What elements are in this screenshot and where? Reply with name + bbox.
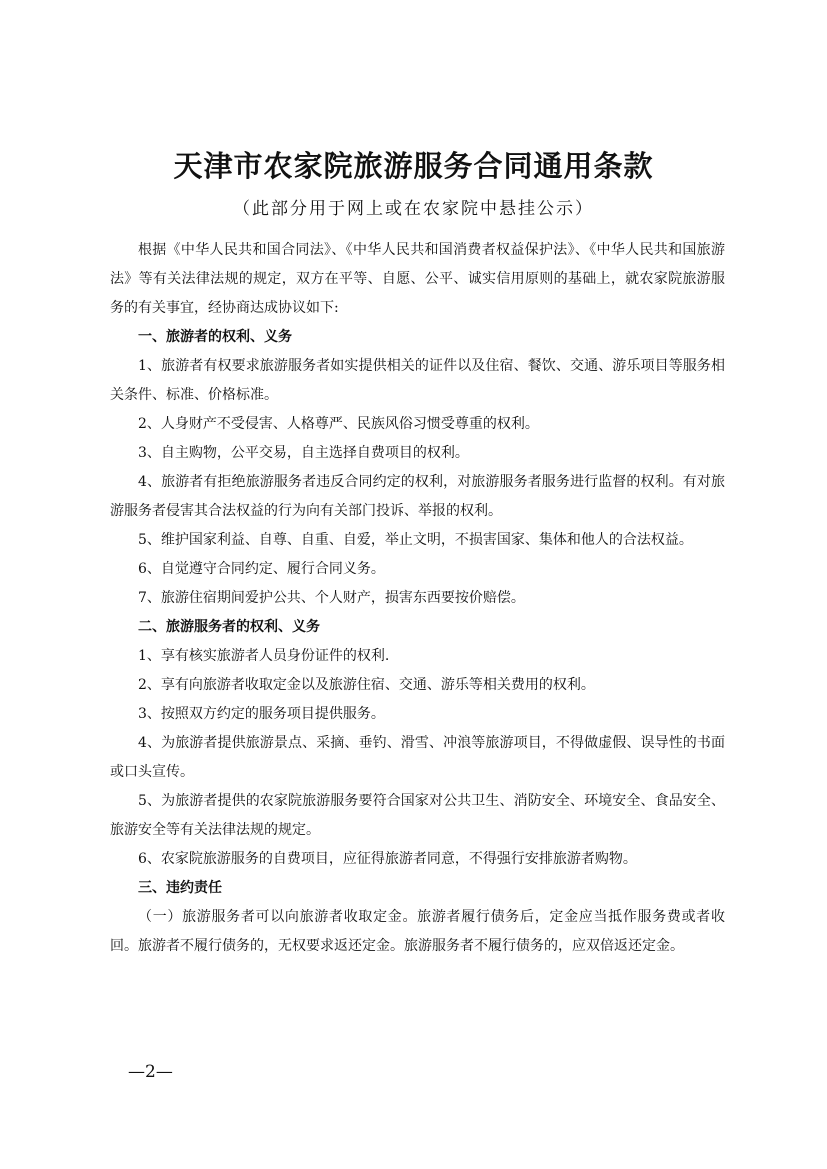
page-number: —2— xyxy=(128,1062,173,1082)
list-item: 6、自觉遵守合同约定、履行合同义务。 xyxy=(138,561,385,577)
list-item: 6、农家院旅游服务的自费项目，应征得旅游者同意，不得强行安排旅游者购物。 xyxy=(138,851,637,867)
document-subtitle: （此部分用于网上或在农家院中悬挂公示） xyxy=(233,199,594,219)
section-heading-provider: 二、旅游服务者的权利、义务 xyxy=(138,619,320,635)
intro-paragraph: 根据《中华人民共和国合同法》、《中华人民共和国消费者权益保护法》、《中华人民共和国旅游法》等有关法律法规的规定，双方在平等、自愿、公平、诚实信用原则的基础上，就农家院旅游服务的有关事宜，经协商达成协议如下: xyxy=(110,242,725,316)
document-title: 天津市农家院旅游服务合同通用条款 xyxy=(173,149,654,183)
list-item: 2、人身财产不受侵害、人格尊严、民族风俗习惯受尊重的权利。 xyxy=(138,416,539,432)
list-item: 3、按照双方约定的服务项目提供服务。 xyxy=(138,706,385,722)
list-item: 3、自主购物，公平交易，自主选择自费项目的权利。 xyxy=(138,445,469,461)
list-item: 1、享有核实旅游者人员身份证件的权利. xyxy=(138,648,390,664)
section-heading-tourist: 一、旅游者的权利、义务 xyxy=(138,329,292,345)
list-item: 5、维护国家利益、自尊、自重、自爱，举止文明，不损害国家、集体和他人的合法权益。 xyxy=(138,532,693,548)
list-item: 2、享有向旅游者收取定金以及旅游住宿、交通、游乐等相关费用的权利。 xyxy=(138,677,595,693)
section-heading-liability: 三、违约责任 xyxy=(138,880,222,896)
list-item: 4、旅游者有拒绝旅游服务者违反合同约定的权利，对旅游服务者服务进行监督的权利。有对旅游服务者侵害其合法权益的行为向有关部门投诉、举报的权利。 xyxy=(110,474,725,519)
list-item: 5、为旅游者提供的农家院旅游服务要符合国家对公共卫生、消防安全、环境安全、食品安全、旅游安全等有关法律法规的规定。 xyxy=(110,793,725,838)
list-item: 4、为旅游者提供旅游景点、采摘、垂钓、滑雪、冲浪等旅游项目，不得做虚假、误导性的书面或口头宣传。 xyxy=(110,735,725,780)
document-body xyxy=(110,236,725,961)
list-item: 1、旅游者有权要求旅游服务者如实提供相关的证件以及住宿、餐饮、交通、游乐项目等服务相关条件、标准、价格标准。 xyxy=(110,358,725,403)
list-item: 7、旅游住宿期间爱护公共、个人财产，损害东西要按价赔偿。 xyxy=(138,590,525,606)
list-item: （一）旅游服务者可以向旅游者收取定金。旅游者履行债务后，定金应当抵作服务费或者收回。旅游者不履行债务的，无权要求返还定金。旅游服务者不履行债务的，应双倍返还定金。 xyxy=(110,909,725,954)
